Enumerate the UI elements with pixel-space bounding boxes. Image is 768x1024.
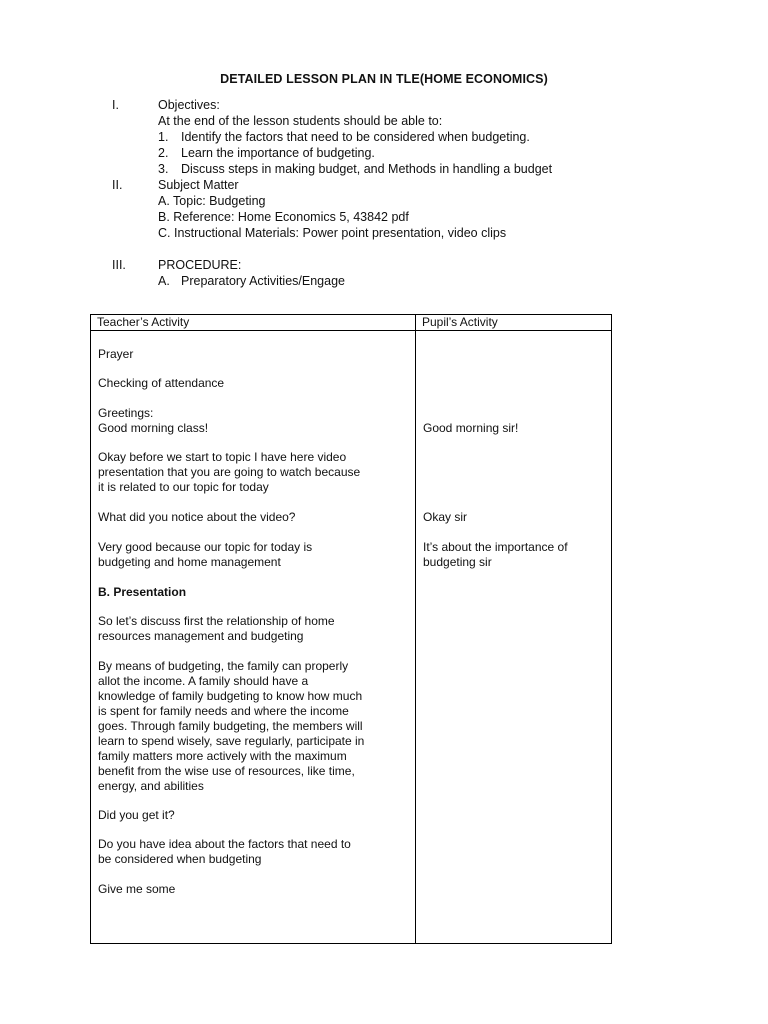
teacher-line: allot the income. A family should have a — [98, 674, 309, 688]
objective-1-text: Identify the factors that need to be considered when budgeting. — [181, 130, 530, 144]
teacher-line: Good morning class! — [98, 421, 209, 435]
procedure-sub-text: Preparatory Activities/Engage — [181, 274, 345, 288]
teacher-line: Very good because our topic for today is — [98, 540, 313, 554]
objective-3-text: Discuss steps in making budget, and Methods in handling a budget — [181, 162, 553, 176]
teacher-line: goes. Through family budgeting, the members will — [98, 719, 363, 733]
teacher-line: family matters more actively with the maximum — [98, 749, 347, 763]
pupil-line: budgeting sir — [423, 555, 492, 569]
teacher-line: Give me some — [98, 882, 176, 896]
pupil-activity-cell — [416, 331, 612, 944]
objective-2-text: Learn the importance of budgeting. — [181, 146, 375, 160]
teacher-line: Checking of attendance — [98, 376, 225, 390]
activity-table — [90, 314, 612, 944]
table-row — [91, 331, 612, 944]
objectives-intro: At the end of the lesson students should be able to: — [158, 114, 443, 128]
pupil-line: Good morning sir! — [423, 421, 519, 435]
objective-2-number: 2. — [158, 146, 169, 160]
teacher-line: knowledge of family budgeting to know how much — [98, 689, 363, 703]
table-header-row — [91, 315, 612, 331]
section-2-numeral: II. — [112, 178, 123, 192]
section-1-heading: Objectives: — [158, 98, 220, 112]
subject-topic: A. Topic: Budgeting — [158, 194, 266, 208]
section-1-numeral: I. — [112, 98, 119, 112]
teacher-line: Prayer — [98, 347, 134, 361]
objective-3-number: 3. — [158, 162, 169, 176]
teacher-activity-header: Teacher’s Activity — [91, 315, 416, 331]
pupil-line: Okay sir — [423, 510, 468, 524]
section-3-numeral: III. — [112, 258, 126, 272]
teacher-line: is spent for family needs and where the income — [98, 704, 349, 718]
teacher-line: Okay before we start to topic I have here video — [98, 450, 347, 464]
teacher-line: budgeting and home management — [98, 555, 281, 569]
subject-materials: C. Instructional Materials: Power point presentation, video clips — [158, 226, 507, 240]
teacher-line: it is related to our topic for today — [98, 480, 269, 494]
teacher-line: benefit from the wise use of resources, like time, — [98, 764, 355, 778]
section-3-heading: PROCEDURE: — [158, 258, 242, 272]
teacher-line: Did you get it? — [98, 808, 175, 822]
teacher-line: By means of budgeting, the family can properly — [98, 659, 349, 673]
teacher-line: So let’s discuss first the relationship of home — [98, 614, 335, 628]
teacher-line: learn to spend wisely, save regularly, participate in — [98, 734, 365, 748]
teacher-line: resources management and budgeting — [98, 629, 304, 643]
pupil-line: It’s about the importance of — [423, 540, 568, 554]
presentation-heading: B. Presentation — [98, 585, 187, 599]
procedure-sub-number: A. — [158, 274, 170, 288]
subject-reference: B. Reference: Home Economics 5, 43842 pdf — [158, 210, 409, 224]
teacher-line: be considered when budgeting — [98, 852, 262, 866]
teacher-line: Greetings: — [98, 406, 154, 420]
teacher-activity-cell — [91, 331, 416, 944]
teacher-line: Do you have idea about the factors that need to — [98, 837, 351, 851]
teacher-line: presentation that you are going to watch because — [98, 465, 361, 479]
section-2-heading: Subject Matter — [158, 178, 239, 192]
pupil-activity-header: Pupil’s Activity — [416, 315, 612, 331]
teacher-line: energy, and abilities — [98, 779, 204, 793]
teacher-line: What did you notice about the video? — [98, 510, 296, 524]
objective-1-number: 1. — [158, 130, 169, 144]
page-title: DETAILED LESSON PLAN IN TLE(HOME ECONOMICS) — [220, 72, 548, 86]
